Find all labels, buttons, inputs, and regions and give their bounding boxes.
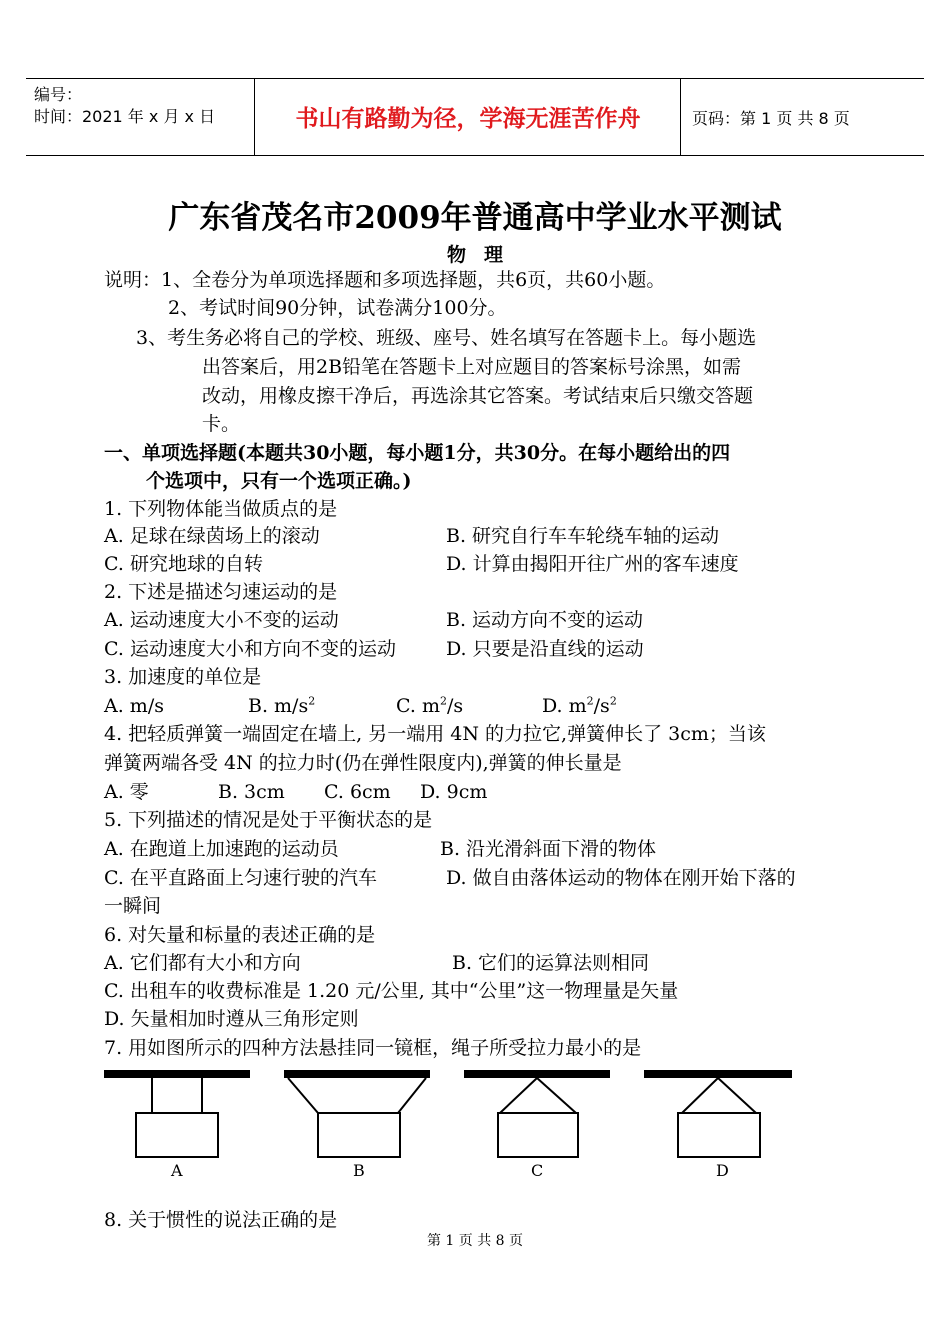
option-c: C. $m^2/s$ [396, 694, 464, 717]
option-d-continued: 一瞬间 [104, 895, 162, 917]
header-divider [254, 78, 255, 156]
question-stem: 1. 下列物体能当做质点的是 [104, 498, 338, 520]
ceiling-bar-c [464, 1070, 610, 1078]
frame-hanging-figure [0, 1060, 950, 1170]
option-c: C. 6cm [324, 781, 391, 803]
option-d: D. 做自由落体运动的物体在刚开始下落的 [446, 867, 796, 889]
rope-b [288, 1078, 318, 1113]
serial-label: 编号： [34, 85, 83, 104]
option-c: C. 在平直路面上匀速行驶的汽车 [104, 867, 377, 889]
frame-a [136, 1113, 218, 1157]
ceiling-bar-b [284, 1070, 430, 1078]
option-a: A. 在跑道上加速跑的运动员 [104, 838, 339, 860]
header-page-code: 页码：第 1 页 共 8 页 [692, 109, 850, 128]
header-top-rule [26, 78, 924, 79]
option-b: B. 它们的运算法则相同 [452, 952, 650, 974]
option-d: D. $m^2/s^2$ [542, 694, 617, 717]
header-meta [34, 84, 215, 128]
frame-b [318, 1113, 400, 1157]
rope-d [682, 1078, 718, 1113]
question-stem: 5. 下列描述的情况是处于平衡状态的是 [104, 809, 433, 831]
page-title: 广东省茂名市2009年普通高中学业水平测试 [168, 200, 782, 236]
section-heading: 一、单项选择题(本题共30小题，每小题1分，共30分。在每小题给出的四 [104, 442, 731, 464]
option-c: C. 研究地球的自转 [104, 553, 263, 575]
section-heading: 个选项中，只有一个选项正确。) [146, 470, 412, 492]
page-header [26, 78, 924, 156]
option-c: C. 运动速度大小和方向不变的运动 [104, 638, 396, 660]
option-b: B. 运动方向不变的运动 [446, 609, 644, 631]
ceiling-bar-a [104, 1070, 250, 1078]
header-divider [680, 78, 681, 156]
instruction-line: 2、考试时间90分钟，试卷满分100分。 [168, 297, 507, 319]
figure-label-d: D [716, 1161, 729, 1180]
option-a: A. 足球在绿茵场上的滚动 [104, 525, 320, 547]
header-motto: 书山有路勤为径，学海无涯苦作舟 [295, 106, 641, 132]
instruction-line: 卡。 [202, 413, 241, 435]
rope-c [537, 1078, 576, 1113]
option-b: B. $m/s^2$ [248, 694, 316, 717]
instruction-line: 3、考生务必将自己的学校、班级、座号、姓名填写在答题卡上。每小题选 [136, 327, 757, 349]
frame-c [498, 1113, 578, 1157]
instruction-line: 改动，用橡皮擦干净后，再选涂其它答案。考试结束后只缴交答题 [202, 385, 754, 407]
frame-d [678, 1113, 760, 1157]
rope-b [398, 1078, 426, 1113]
instruction-line: 出答案后，用2B铅笔在答题卡上对应题目的答案标号涂黑，如需 [202, 356, 742, 378]
question-stem: 6. 对矢量和标量的表述正确的是 [104, 924, 376, 946]
option-b: B. 研究自行车车轮绕车轴的运动 [446, 525, 720, 547]
option-a: A. m/s [104, 695, 164, 717]
option-d: D. 矢量相加时遵从三角形定则 [104, 1008, 359, 1030]
option-b: B. 3cm [218, 781, 285, 803]
figure-label-b: B [353, 1161, 365, 1180]
rope-c [500, 1078, 537, 1113]
option-a: A. 它们都有大小和方向 [104, 952, 301, 974]
ceiling-bar-d [644, 1070, 792, 1078]
question-stem: 2. 下述是描述匀速运动的是 [104, 581, 338, 603]
option-a: A. 零 [104, 781, 149, 803]
rope-d [718, 1078, 756, 1113]
option-b: B. 沿光滑斜面下滑的物体 [440, 838, 657, 860]
header-bottom-rule [26, 155, 924, 156]
question-stem: 4. 把轻质弹簧一端固定在墙上, 另一端用 4N 的力拉它,弹簧伸长了 3cm；当该 [104, 723, 766, 745]
question-stem: 弹簧两端各受 4N 的拉力时(仍在弹性限度内),弹簧的伸长量是 [104, 752, 622, 774]
time-text: 时间：2021 年 x 月 x 日 [34, 107, 216, 126]
option-d: D. 9cm [420, 781, 488, 803]
question-stem: 7. 用如图所示的四种方法悬挂同一镜框，绳子所受拉力最小的是 [104, 1037, 642, 1059]
page-footer: 第 1 页 共 8 页 [426, 1233, 524, 1249]
option-a: A. 运动速度大小不变的运动 [104, 609, 339, 631]
question-stem: 8. 关于惯性的说法正确的是 [104, 1209, 338, 1231]
question-stem: 3. 加速度的单位是 [104, 666, 262, 688]
option-c: C. 出租车的收费标准是 1.20 元/公里, 其中“公里”这一物理量是矢量 [104, 980, 679, 1002]
figure-label-a: A [171, 1161, 183, 1180]
figure-label-c: C [531, 1161, 544, 1180]
option-d: D. 只要是沿直线的运动 [446, 638, 644, 660]
subject-title: 物理 [446, 244, 521, 266]
instruction-line: 说明：1、全卷分为单项选择题和多项选择题，共6页，共60小题。 [104, 269, 666, 291]
option-d: D. 计算由揭阳开往广州的客车速度 [446, 553, 739, 575]
